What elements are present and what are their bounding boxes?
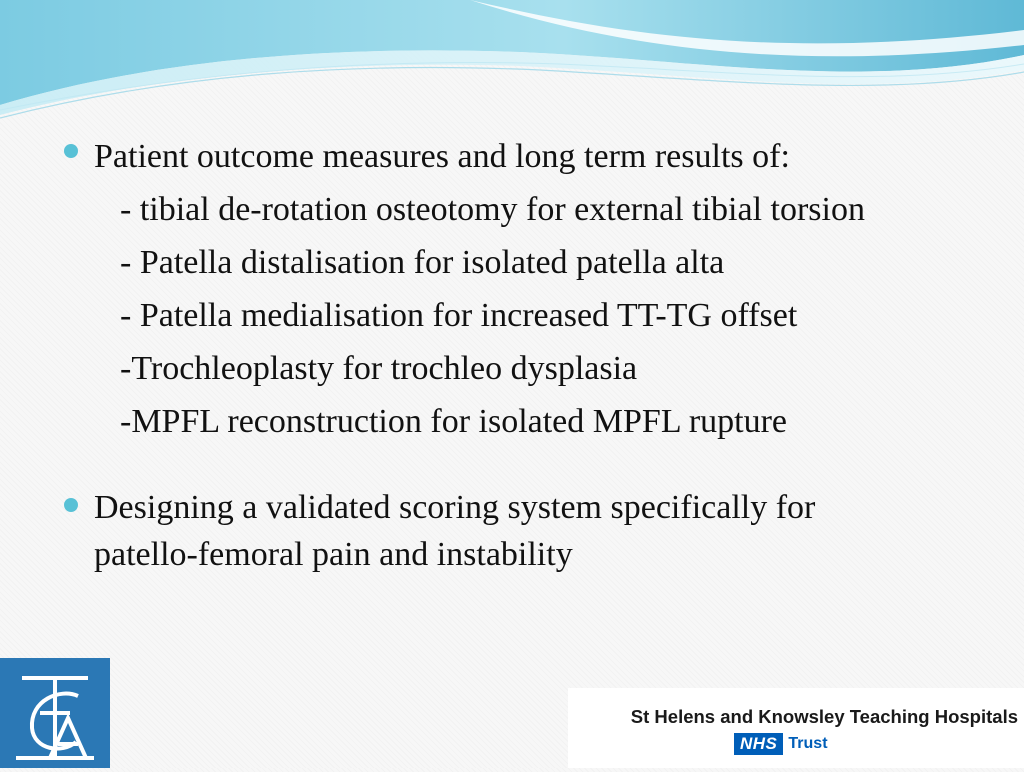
bullet-dot-icon <box>64 144 78 158</box>
bullet-2-text-line-1: Designing a validated scoring system specifically for <box>94 489 816 526</box>
bullet-dot-icon <box>64 498 78 512</box>
bullet-1 <box>62 130 992 448</box>
bullet-1-sub-list <box>94 183 992 448</box>
trust-name: St Helens and Knowsley Teaching Hospitals <box>630 706 1018 727</box>
nhs-trust-label: Trust <box>788 735 828 752</box>
nhs-badge: NHS <box>734 733 783 755</box>
bullet-2-text-line-2: patello-femoral pain and instability <box>94 536 573 573</box>
nhs-trust-logo <box>568 688 1024 768</box>
nhs-row <box>734 733 828 755</box>
sub-item-1: - tibial de-rotation osteotomy for external tibial torsion <box>120 191 865 228</box>
sub-item-5: -MPFL reconstruction for isolated MPFL rupture <box>120 403 788 440</box>
bullet-2 <box>62 484 992 578</box>
sub-item-3: - Patella medialisation for increased TT-TG offset <box>120 297 798 334</box>
sub-item-2: - Patella distalisation for isolated patella alta <box>120 244 725 281</box>
fga-logo-icon <box>0 658 110 768</box>
bullet-1-text: Patient outcome measures and long term results of: <box>94 138 790 175</box>
header-wave-decoration <box>0 0 1024 125</box>
sub-item-4: -Trochleoplasty for trochleo dysplasia <box>120 350 638 387</box>
fga-monogram-logo <box>0 658 110 768</box>
slide-content <box>62 130 992 578</box>
